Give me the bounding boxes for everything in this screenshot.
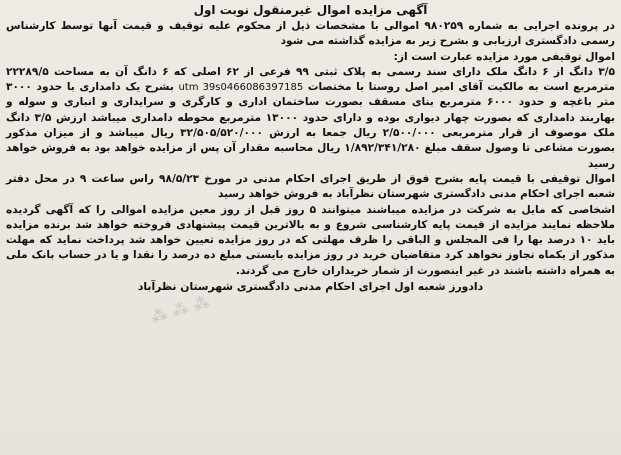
- property-description-part2: بشرح یک دامداری با حدود ۳۰۰۰ متر باغچه و حدود ۶۰۰۰ مترمربع بنای مسقف بصورت ساختمان اداری و کارگری و سرایداری و انباری و سوله و بهاربند دامداری که بصورت چهار دیواری بوده و دارای حدود ۱۳۰۰۰ مترمربع محوطه دامداری میباشد ارزش ۳/۵ دانگ ملک موصوف از قرار مترمربعی ۲/۵۰۰/۰۰۰ ریال جمعا به ارزش ۳۲/۵۰۵/۵۲۰/۰۰۰ ریال میباشد و از میزان مذکور بصورت مشاعی تا وصول سقف مبلغ ۱/۸۹۲/۳۴۱/۲۸۰ ریال محاسبه مقدار آن پس از مزایده خواهد بود به فروش خواهد رسید: [6, 81, 616, 170]
- intro-paragraph: در پرونده اجرایی به شماره ۹۸۰۲۵۹ اموالی با مشخصات ذیل از محکوم علیه توقیف و قیمت آنها توسط کارشناس رسمی دادگستری ارزیابی و بشرح زیر به مزایده گذاشته می شود: [6, 20, 615, 48]
- notice-title: آگهی مزایده اموال غیرمنقول نوبت اول: [193, 3, 428, 17]
- terms-paragraph: اشخاصی که مایل به شرکت در مزایده میباشند میتوانند ۵ روز قبل از روز معین مزایده اموالی را که آگهی گردیده ملاحظه نمایند مزایده از قیمت پایه کارشناسی شروع و به بالاترین قیمت پیشنهادی فروخته خواهد شد برنده مزایده باید ۱۰ درصد بها را فی المجلس و الباقی را ظرف مهلتی که در روز مزایده تعیین خواهد شد پرداخت نماید که مهلت مذکور از یکماه تجاوز نخواهد کرد متقاضیان خرید در روز مزایده بایستی مبلغ ده درصد را نقدا و یا در حساب بانک ملی به همراه داشته باشند در غیر اینصورت از شمار خریداران خارج می گردند.: [6, 203, 615, 277]
- notice-body: [6, 19, 615, 279]
- auction-time-paragraph: اموال توقیفی با قیمت پایه بشرح فوق از طریق اجرای احکام مدنی در مورخ ۹۸/۵/۲۳ راس ساعت ۹ در محل دفتر شعبه اجرای احکام مدنی دادگستری شهرستان نظرآباد به فروش خواهد رسید: [6, 172, 615, 201]
- signature: دادورز شعبه اول اجرای احکام مدنی دادگستری شهرستان نظرآباد: [137, 280, 484, 294]
- seized-items-heading: اموال توقیفی مورد مزایده عبارت است از:: [393, 50, 615, 63]
- utm-coordinates: utm 39s0466086397185: [178, 82, 304, 94]
- property-description-part1: ۳/۵ دانگ از ۶ دانگ ملک دارای سند رسمی به پلاک ثبتی ۹۹ فرعی از ۶۲ اصلی که ۶ دانگ آن به مساحت ۲۲۲۸۹/۵ مترمربع است به مالکیت آقای امیر اصل روستا با مختصات: [6, 65, 616, 94]
- property-description: [6, 65, 615, 172]
- watermark: ⁂ ⁂ ⁂: [148, 292, 212, 327]
